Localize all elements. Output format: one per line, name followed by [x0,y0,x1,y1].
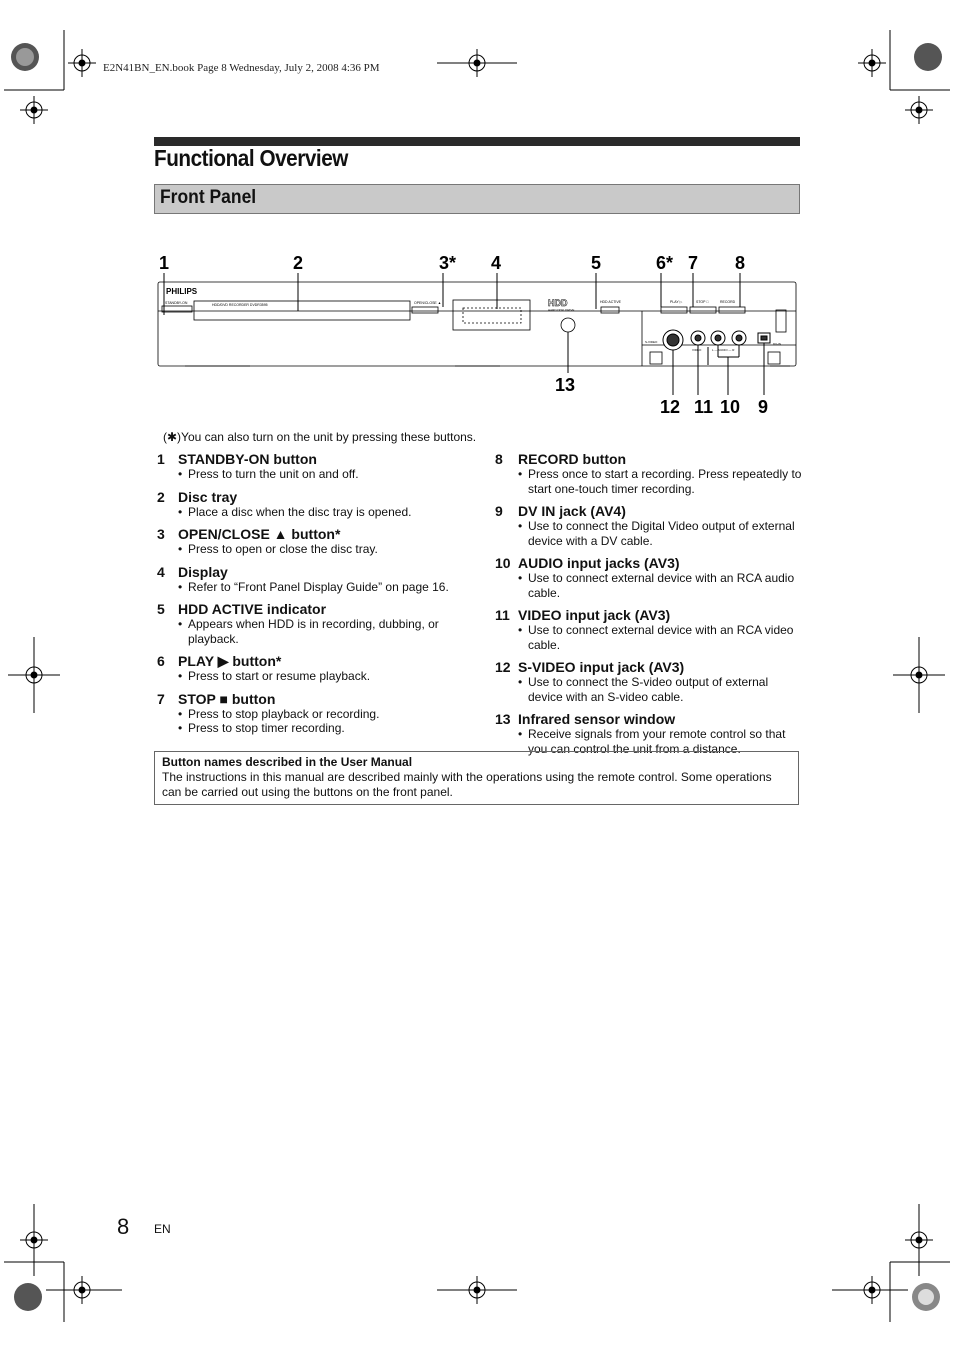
callout-2: 2 [293,253,304,273]
items-left-column [157,451,477,743]
feature-bullet: • Use to connect the S-video output of external device with an S-video cable. [518,675,805,704]
feature-bullet: • Press to open or close the disc tray. [178,542,477,557]
feature-item [157,451,477,482]
callout-4: 4 [491,253,502,273]
feature-title: AUDIO input jacks (AV3) [518,555,680,571]
feature-bullet: • Press once to start a recording. Press repeatedly to start one-touch timer recording. [518,467,805,496]
feature-title: PLAY ▶ button* [178,653,282,669]
info-box-body: The instructions in this manual are described mainly with the operations using the remote control. Some operations can be carried out using the buttons on the front panel. [162,770,772,799]
callout-8: 8 [735,253,746,273]
feature-item [157,526,477,557]
feature-title: VIDEO input jack (AV3) [518,607,671,623]
feature-bullet: • Use to connect external device with an RCA video cable. [518,623,805,652]
feature-bullet: • Press to stop playback or recording. [178,707,477,722]
feature-heading [157,564,477,580]
callout-10: 10 [720,397,741,417]
feature-title: RECORD button [518,451,627,467]
label-svideo: S-VIDEO [645,340,658,344]
feature-bullet: • Press to stop timer recording. [178,721,477,736]
feature-number: 1 [157,451,165,467]
callout-7: 7 [688,253,699,273]
feature-bullet: • Receive signals from your remote control so that you can control the unit from a distance. [518,727,805,756]
feature-bullets [157,669,477,684]
callout-3: 3* [439,253,457,273]
feature-item [495,555,805,600]
feature-title: HDD ACTIVE indicator [178,601,327,617]
feature-title: Display [178,563,228,580]
feature-item [157,564,477,595]
feature-number: 11 [495,607,510,623]
label-open-close: OPEN/CLOSE ▲ [414,301,442,305]
feature-number: 4 [157,563,165,580]
feature-number: 2 [157,488,165,505]
feature-bullet: • Press to turn the unit on and off. [178,467,477,482]
feature-title: DV IN jack (AV4) [518,503,626,519]
label-record: RECORD [720,300,736,304]
label-play: PLAY ▷ [670,300,683,304]
feature-bullets [495,519,805,548]
feature-item [157,691,477,736]
feature-bullets [157,617,477,646]
feature-title: Disc tray [178,488,238,505]
info-box-title: Button names described in the User Manual [162,755,413,769]
feature-item [157,601,477,646]
feature-heading [157,489,477,505]
brand-logo: PHILIPS [166,287,198,296]
callout-13: 13 [555,375,576,395]
feature-bullet: • Use to connect external device with an RCA audio cable. [518,571,805,600]
feature-title: STOP ■ button [178,690,276,707]
feature-heading [157,526,477,542]
callout-11: 11 [694,397,714,417]
feature-item [157,653,477,684]
feature-item [157,489,477,520]
feature-item [495,451,805,496]
label-standby: STANDBY-ON [165,301,188,305]
feature-bullet: • Press to start or resume playback. [178,669,477,684]
section-title: Front Panel [160,187,257,208]
feature-heading [157,601,477,617]
label-stop: STOP □ [696,300,709,304]
feature-bullet: • Refer to “Front Panel Display Guide” on page 16. [178,580,477,595]
callout-6: 6* [656,253,674,273]
page-title: Functional Overview [154,145,348,171]
feature-item [495,607,805,652]
feature-bullets [157,542,477,557]
feature-heading [495,503,805,519]
items-right-column [495,451,805,763]
feature-bullets [157,707,477,736]
feature-item [495,659,805,704]
feature-heading [495,659,805,675]
feature-bullets [495,675,805,704]
feature-title: Infrared sensor window [518,711,676,727]
feature-title: OPEN/CLOSE ▲ button* [178,526,341,542]
page-language: EN [154,1222,171,1236]
front-panel-diagram [150,245,810,425]
label-dvin: DV-IN [773,342,782,346]
feature-bullets [157,467,477,482]
feature-bullet: • Appears when HDD is in recording, dubbing, or playback. [178,617,477,646]
feature-number: 10 [495,555,511,571]
label-hdd-logo: HDD [548,298,568,308]
label-hdd-sub: HARD DISK DRIVE [548,308,575,312]
feature-heading [157,653,477,669]
feature-heading [495,607,805,623]
book-print-line: E2N41BN_EN.book Page 8 Wednesday, July 2, 2008 4:36 PM [103,62,380,74]
callout-12: 12 [660,397,681,417]
feature-heading [157,451,477,467]
callout-9: 9 [758,397,769,417]
feature-item [495,503,805,548]
feature-bullets [157,505,477,520]
callout-1: 1 [159,253,170,273]
label-video: VIDEO [692,348,702,352]
feature-bullets [157,580,477,595]
feature-number: 9 [495,503,503,519]
label-hdd-active: HDD ACTIVE [600,300,622,304]
feature-title: S-VIDEO input jack (AV3) [518,659,685,675]
feature-heading [495,451,805,467]
page-number: 8 [117,1214,130,1239]
feature-number: 6 [157,653,165,669]
feature-bullets [495,571,805,600]
feature-heading [495,711,805,727]
feature-heading [495,555,805,571]
feature-number: 3 [157,526,165,542]
feature-number: 13 [495,711,511,727]
label-model: HDD/DVD RECORDER DVDR3595 [212,303,268,307]
feature-bullets [495,467,805,496]
note-asterisk: (✱)You can also turn on the unit by pressing these buttons. [163,430,477,444]
feature-number: 8 [495,451,503,467]
feature-number: 7 [157,690,165,707]
feature-bullets [495,623,805,652]
feature-number: 5 [157,601,165,617]
callout-5: 5 [591,253,602,273]
info-box [154,751,799,805]
feature-bullet: • Place a disc when the disc tray is opened. [178,505,477,520]
feature-title: STANDBY-ON button [178,451,317,467]
feature-heading [157,691,477,707]
label-audio: L — AUDIO — R [712,348,735,352]
feature-bullet: • Use to connect the Digital Video output of external device with a DV cable. [518,519,805,548]
feature-number: 12 [495,659,511,675]
feature-item [495,711,805,756]
